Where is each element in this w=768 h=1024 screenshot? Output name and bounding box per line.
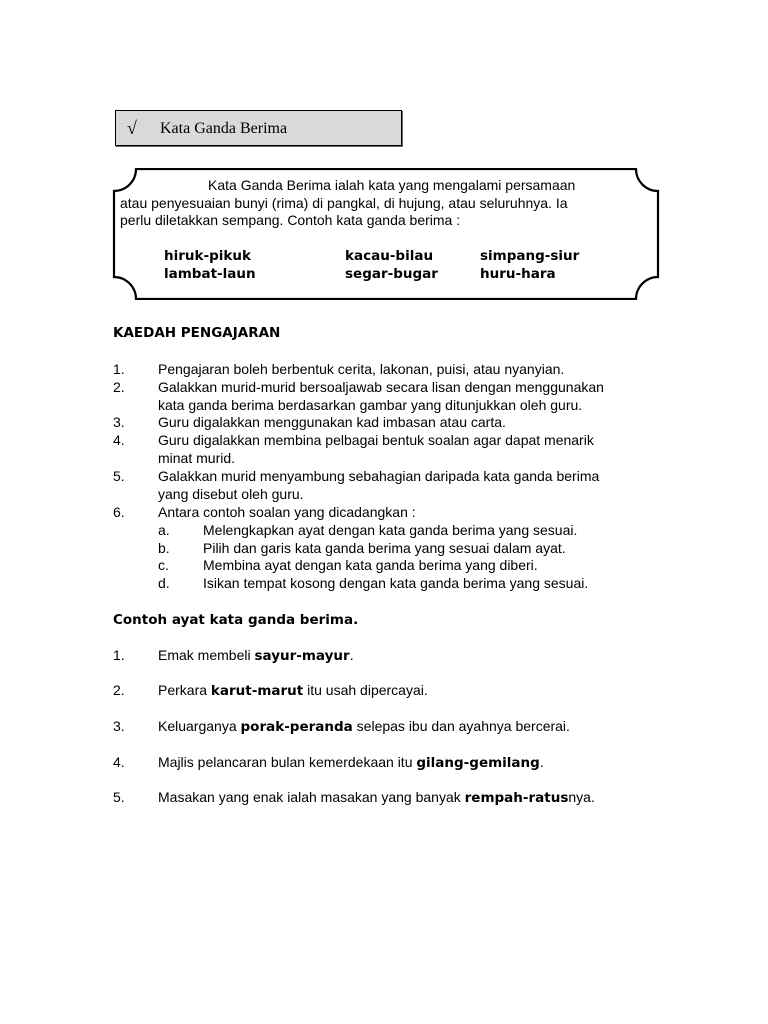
example-number: 4.	[113, 754, 125, 770]
example-number: 3.	[113, 718, 125, 734]
example-sentence	[158, 647, 354, 666]
example-sentence	[158, 682, 428, 701]
sublist-item: Pilih dan garis kata ganda berima yang sesuai dalam ayat.	[203, 540, 566, 556]
sublist-letter: b.	[158, 540, 170, 556]
list-number: 6.	[113, 504, 125, 520]
list-item: Guru digalakkan membina pelbagai bentuk soalan agar dapat menarik	[158, 432, 594, 448]
sublist-item: Membina ayat dengan kata ganda berima yang diberi.	[203, 557, 538, 573]
list-item-continued: yang disebut oleh guru.	[158, 486, 304, 502]
example-number: 2.	[113, 682, 125, 698]
example-sentence	[158, 718, 570, 737]
sentence-text: .	[349, 647, 354, 663]
list-number: 2.	[113, 379, 125, 395]
example-number: 5.	[113, 789, 125, 805]
list-item: Guru digalakkan menggunakan kad imbasan atau carta.	[158, 414, 506, 430]
sublist-letter: a.	[158, 522, 170, 538]
bold-word: karut-marut	[210, 683, 304, 699]
definition-line: perlu diletakkan sempang. Contoh kata ganda berima :	[120, 212, 461, 228]
bold-word: rempah-ratus	[464, 790, 569, 806]
definition-box	[112, 168, 660, 300]
example-sentence	[158, 789, 595, 808]
checkmark-icon: √	[127, 118, 137, 138]
definition-line: Kata Ganda Berima ialah kata yang mengalami persamaan	[208, 177, 576, 193]
list-item: Galakkan murid-murid bersoaljawab secara lisan dengan menggunakan	[158, 379, 604, 395]
definition-text	[120, 177, 610, 230]
bold-word: sayur-mayur	[254, 648, 350, 664]
list-number: 5.	[113, 468, 125, 484]
sentence-text: .	[539, 754, 544, 770]
list-item: Galakkan murid menyambung sebahagian daripada kata ganda berima	[158, 468, 600, 484]
list-item-continued: minat murid.	[158, 450, 236, 466]
contoh-heading: Contoh ayat kata ganda berima.	[113, 612, 359, 628]
definition-line: atau penyesuaian bunyi (rima) di pangkal, di hujung, atau seluruhnya. Ia	[120, 194, 568, 211]
sentence-text: itu usah dipercayai.	[303, 682, 428, 698]
sentence-text: Emak membeli	[158, 647, 255, 663]
sentence-text: Keluarganya	[158, 718, 241, 734]
example-word: hiruk-pikuk	[164, 248, 251, 264]
list-item: Antara contoh soalan yang dicadangkan :	[158, 504, 416, 520]
list-item: Pengajaran boleh berbentuk cerita, lakonan, puisi, atau nyanyian.	[158, 361, 565, 377]
list-number: 4.	[113, 432, 125, 448]
list-item-continued: kata ganda berima berdasarkan gambar yang ditunjukkan oleh guru.	[158, 397, 583, 413]
sentence-text: Majlis pelancaran bulan kemerdekaan itu	[158, 754, 417, 770]
example-word: huru-hara	[480, 266, 556, 282]
kaedah-heading: KAEDAH PENGAJARAN	[113, 325, 281, 341]
list-number: 1.	[113, 361, 125, 377]
example-word: lambat-laun	[164, 266, 256, 282]
example-word: kacau-bilau	[345, 248, 434, 264]
sentence-text: nya.	[568, 789, 595, 805]
section-title: Kata Ganda Berima	[160, 120, 288, 137]
bold-word: porak-peranda	[240, 719, 353, 735]
sentence-text: Masakan yang enak ialah masakan yang banyak	[158, 789, 465, 805]
bold-word: gilang-gemilang	[416, 755, 540, 771]
title-box	[115, 110, 402, 146]
list-number: 3.	[113, 414, 125, 430]
sentence-text: Perkara	[158, 682, 211, 698]
sublist-letter: c.	[158, 557, 169, 573]
sublist-letter: d.	[158, 575, 170, 591]
sentence-text: selepas ibu dan ayahnya bercerai.	[352, 718, 570, 734]
example-word: simpang-siur	[480, 248, 580, 264]
example-word: segar-bugar	[345, 266, 438, 282]
sublist-item: Isikan tempat kosong dengan kata ganda berima yang sesuai.	[203, 575, 589, 591]
sublist-item: Melengkapkan ayat dengan kata ganda berima yang sesuai.	[203, 522, 578, 538]
example-sentence	[158, 754, 544, 773]
example-number: 1.	[113, 647, 125, 663]
